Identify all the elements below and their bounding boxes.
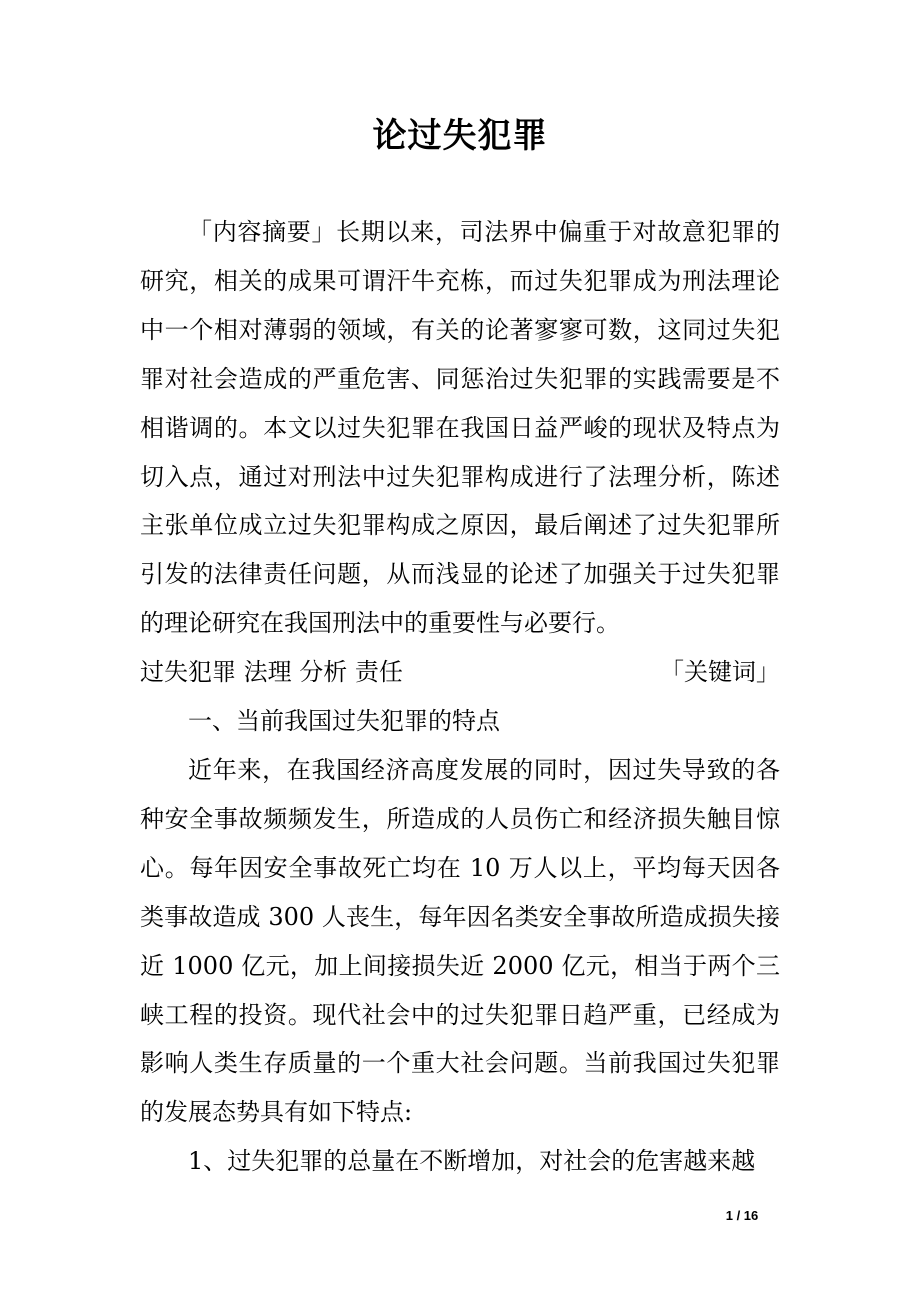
section-heading: 一、当前我国过失犯罪的特点 [188,707,500,736]
page-number: 1 / 16 [725,1208,759,1223]
keywords-label: 「关键词」 [660,658,780,687]
body-paragraph: 近年来，在我国经济高度发展的同时，因过失导致的各种安全事故频频发生，所造成的人员伤亡和经济损失触目惊心。每年因安全事故死亡均在 10 万人以上，平均每天因各类事故造成 300 人丧生，每年因名类安全事故所造成损失接近 1000 亿元，加上间接损失近 2000 亿元，相当于两个三峡工程的投资。现代社会中的过失犯罪日趋严重，已经成为影响人类生存质量的一个重大社会问题。当前我国过失犯罪的发展态势具有如下特点: [140,755,780,1127]
document-title: 论过失犯罪 [372,116,548,156]
abstract-text: 「内容摘要」长期以来，司法界中偏重于对故意犯罪的研究，相关的成果可谓汗牛充栋，而过失犯罪成为刑法理论中一个相对薄弱的领域，有关的论著寥寥可数，这同过失犯罪对社会造成的严重危害、同惩治过失犯罪的实践需要是不相谐调的。本文以过失犯罪在我国日益严峻的现状及特点为切入点，通过对刑法中过失犯罪构成进行了法理分析，陈述主张单位成立过失犯罪构成之原因，最后阐述了过失犯罪所引发的法律责任问题，从而浅显的论述了加强关于过失犯罪的理论研究在我国刑法中的重要性与必要行。 [140,218,780,638]
list-item: 1、过失犯罪的总量在不断增加，对社会的危害越来越 [188,1147,756,1176]
keywords-line: 过失犯罪 法理 分析 责任 [140,658,403,687]
document-body [140,208,780,1186]
